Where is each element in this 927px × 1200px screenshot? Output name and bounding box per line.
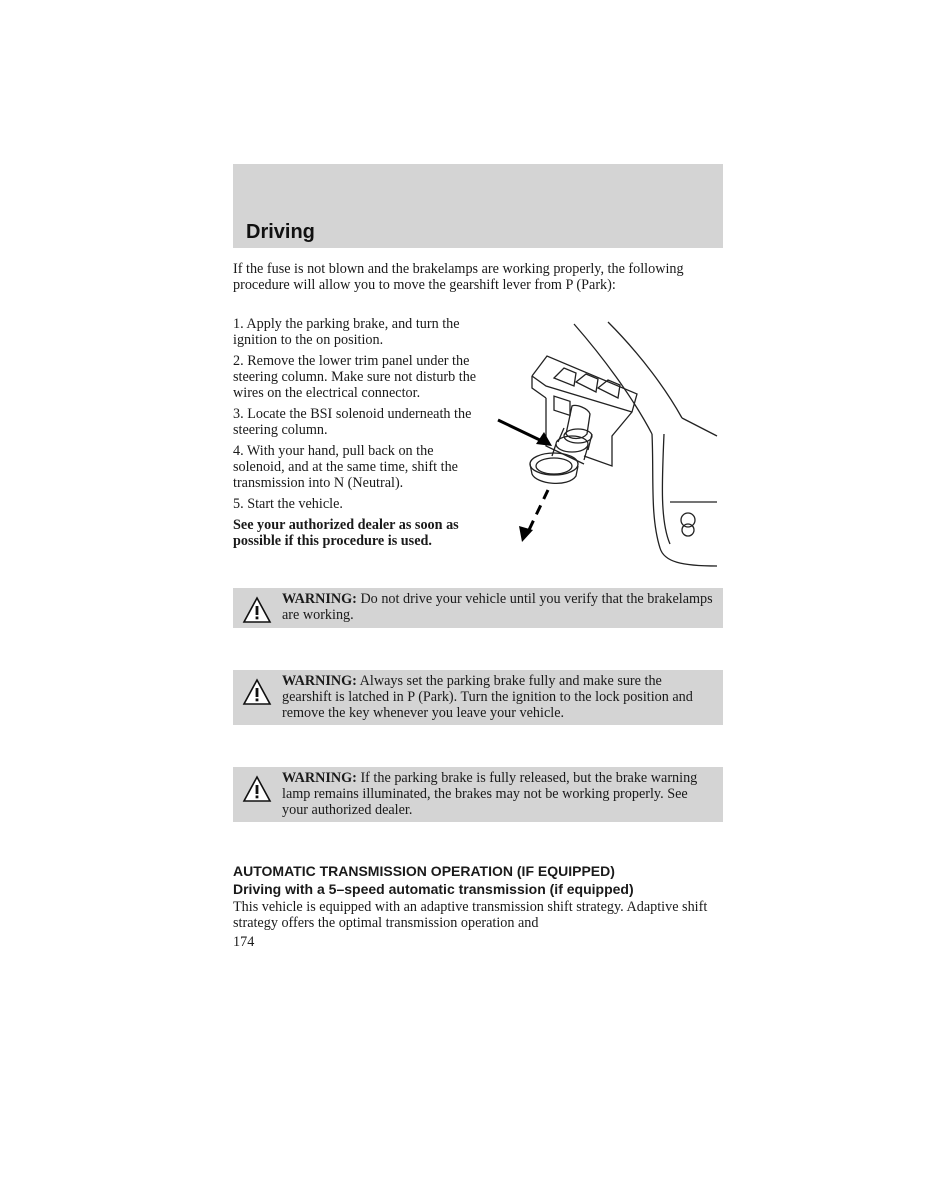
warning-box-1 bbox=[233, 588, 723, 628]
body-paragraph: This vehicle is equipped with an adaptive transmission shift strategy. Adaptive shift strategy offers the optimal transmission operation and bbox=[233, 899, 708, 931]
warning-label: WARNING: bbox=[282, 591, 357, 607]
warning-label: WARNING: bbox=[282, 770, 357, 786]
step-1: 1. Apply the parking brake, and turn the ignition to the on position. bbox=[233, 316, 460, 348]
section-heading: AUTOMATIC TRANSMISSION OPERATION (IF EQUIPPED) bbox=[233, 863, 615, 879]
warning-icon bbox=[242, 775, 272, 803]
section-header bbox=[233, 164, 723, 248]
section-title: Driving bbox=[246, 221, 315, 243]
procedure-steps bbox=[233, 316, 488, 554]
warning-text: If the parking brake is fully released, but the brake warning lamp remains illuminated, the brakes may not be working properly. See your authorized dealer. bbox=[282, 770, 698, 818]
subheading: Driving with a 5–speed automatic transmission (if equipped) bbox=[233, 881, 634, 897]
page-number: 174 bbox=[233, 934, 255, 950]
step-2: 2. Remove the lower trim panel under the steering column. Make sure not disturb the wires on the electrical connector. bbox=[233, 353, 477, 401]
warning-icon bbox=[242, 678, 272, 706]
warning-text: Always set the parking brake fully and make sure the gearshift is latched in P (Park). Turn the ignition to the lock position and remove the key whenever you leave your vehicle. bbox=[282, 673, 693, 721]
intro-paragraph: If the fuse is not blown and the brakelamps are working properly, the following procedure will allow you to move the gearshift lever from P (Park): bbox=[233, 261, 684, 293]
warning-box-2 bbox=[233, 670, 723, 725]
warning-box-3 bbox=[233, 767, 723, 822]
step-3: 3. Locate the BSI solenoid underneath the steering column. bbox=[233, 406, 472, 438]
step-5: 5. Start the vehicle. bbox=[233, 496, 343, 512]
bsi-solenoid-illustration bbox=[492, 316, 722, 576]
warning-text: Do not drive your vehicle until you verify that the brakelamps are working. bbox=[282, 591, 713, 623]
warning-label: WARNING: bbox=[282, 673, 357, 689]
step-4: 4. With your hand, pull back on the solenoid, and at the same time, shift the transmission into N (Neutral). bbox=[233, 443, 458, 491]
dealer-note: See your authorized dealer as soon as possible if this procedure is used. bbox=[233, 517, 459, 549]
warning-icon bbox=[242, 596, 272, 624]
